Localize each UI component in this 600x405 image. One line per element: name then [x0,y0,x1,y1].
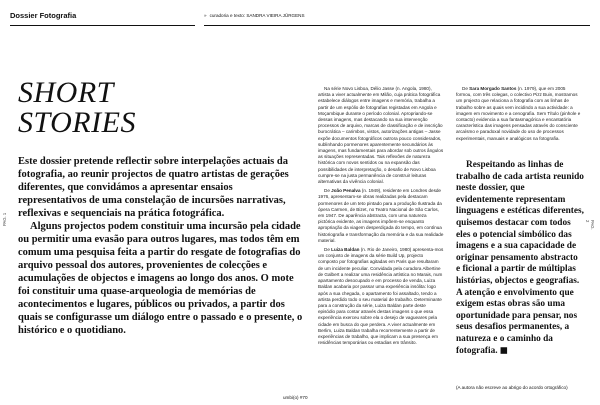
intro-paragraph: Alguns projectos podem constituir uma incursão pela cidade ou permitir uma evasão para outros lugares, mas todos têm em comum uma pesquisa feita a partir do resgate de fotografias do arquivo pessoal dos autores, provenientes de colecções e acumulações de objectos e imagens ao longo dos anos. O mote foi constituir uma quase-arqueologia de memórias de acontecimentos e lugares, públicos ou privados, a partir dos quais se configurasse um diálogo entre o passado e o presente, o histórico e o quotidiano. [18,221,303,336]
intro-text [18,155,303,337]
artist-name: João Penalva [331,188,361,194]
quote-paragraph: Respeitando as linhas de trabalho de cada artista reunido neste dossier, que evidentemente representam linguagens e estéticas diferentes, quisemos destacar com todos eles o potencial simbólico das imagens e a sua capacidade de originar pensamento abstracto e ficional a partir de múltiplas histórias, objectos e geografias. A atenção e envolvimento que exigem estas obras são uma oportunidade para pensar, nos seus desafios permanentes, a natureza e o caminho da fotografia. ◼ [456,160,584,356]
footer-folio: umbi(o) #70 [283,395,308,400]
header-rule-left [10,25,195,26]
paragraph-text: Na série Novo Lisboa, Délio Jasse (n. Angola, 1980), artista a viver actualmente em Milão, cuja prática fotográfica estabelece diálogos entre imagens e memória, trabalha a partir de um espólio de fotografias registadas em Angola e Moçambique durante o período colonial. Apropriando-se dessas imagens, mas destacando na sua intervenção processos de arquivo, marcas de classificação e de inscrição burocrática – carimbos, vistos, autorizações antigas – Jasse expõe documentos fotográficos outrora pouco considerados, sublinhando pormenores aparentemente secundários às imagens, mas fundamentais para abordar sob outros ângulos as situações representadas. Tais reflexões de natureza histórica com novos sentidos ou na expansão das possibilidades de interpretação, o desafio de Novo Lisboa cumpre-se na justa permanência de construir leituras alternativas da vivência colonial. [318,86,444,185]
orthography-note: (A autora não escreve ao abrigo do acordo ortográfico) [456,385,568,390]
intro-paragraph: Este dossier pretende reflectir sobre interpelações actuais da fotografia, ao reunir projectos de quatro artistas de gerações diferentes, que convidámos a apresentar ensaios representativos de uma constelação de incursões narrativas, reflexivas e sequenciais na prática fotográfica. [18,156,289,219]
paragraph-lead: De [324,247,332,253]
header-rule-right [204,25,590,26]
paragraph-text: (n. Rio de Janeiro, 1980) apresenta-mos um conjunto de imagens da série Build Up, projecto composto por fotografias agitadas em Paris que resultaram de um incidente peculiar. Convidada pela curadora Albertine de Galbert a realizar uma residência artística no Marais, num apartamento desocupado e em processo de venda, Luiza Baldan acabaria por passar uma experiência insólita: logo após a sua chegada, o apartamento foi assaltado, tendo a artista perdido todo o seu material de trabalho. Determinante para a construção da série, Luiza Baldan parte deste episódio para contar através destas imagens o que essa experiência exerceu sobre ela o desejo de vagueares pela cidade em busca do que perdera. A viver actualmente em Berlim, Luiza Baldan trabalha recorrentemente a partir de experiências de trabalho, que implicam a sua presença em residências temporárias ou estadias em trânsito. [318,247,444,346]
section-title: Dossier Fotografia [10,11,77,20]
artist-paragraph [318,188,444,244]
paragraph-text: (n. 1979), que em 2005 formou, com três colegas, o colectivo Pizz Buin, mostramos um projecto que relaciona a fotografia com as linhas de trabalho sobre as quais vem incidindo a sua actividade: a imagem em movimento e a cenografia. Sem Título (pinhole e contacto) evidencia a sua fantasmagórica e encantatória característica das imagens pensadas através do consciente arcaísmo e paradoxal novidade do uso de processos experimentais, manuais e analógicos na fotografia. [456,86,581,141]
middle-column [318,86,444,349]
artist-name: Luiza Baldan [331,247,360,253]
right-column-text [456,86,582,145]
artist-name: Sara Morgado Santos [469,86,517,91]
paragraph-lead: De [324,188,332,194]
artist-paragraph [318,247,444,346]
pull-quote [456,160,584,357]
artist-paragraph [318,86,444,185]
credit-line [204,13,305,18]
paragraph-text: (n. 1949), residente em Londres desde 1976, apresentam-se obras realizadas pela destacam pormenores de um teto pintado para a produção Ilustrada da ópera Carmen, de Bizet, no Teatro Nacional de São Carlos, em 1947. De aparência abstracta, com uma natureza pictórica evidente, as imagens impõem-se enquanto apropriação da viagem desperdiçada do tempo, em contínua historiografia e transformação da memória e da sua realidade material. [318,188,444,243]
page-marker-left: PAG. 1 [2,212,7,226]
artist-paragraph [456,86,582,142]
page-marker-right: PAG. 2 [585,220,595,230]
paragraph-lead: De [462,86,470,91]
credit-mark: » [204,13,207,18]
credit-text: curadoria e texto: SANDRA VIEIRA JÜRGENS [209,13,305,18]
article-title: SHORT STORIES [18,76,136,139]
